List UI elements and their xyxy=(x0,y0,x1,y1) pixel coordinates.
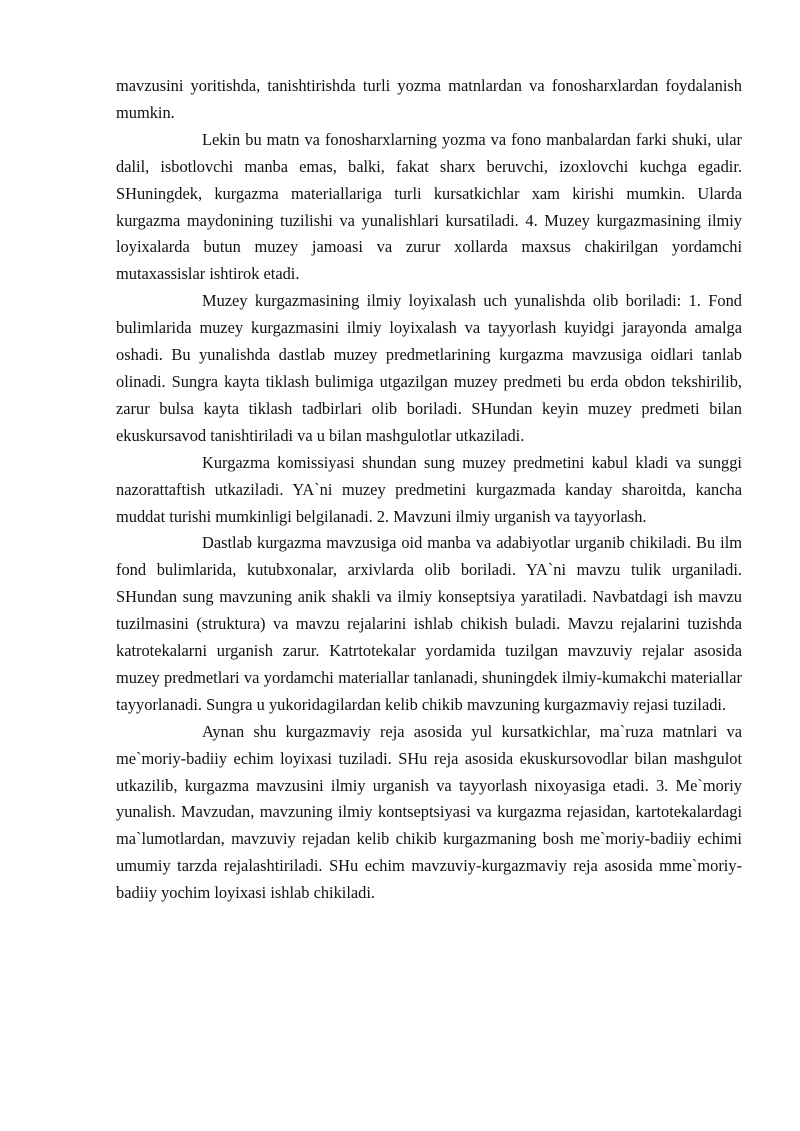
paragraph-topic-research: Dastlab kurgazma mavzusiga oid manba va adabiyotlar urganib chikiladi. Bu ilm fond bulimlarida, kutubxonalar, arxivlarda olib boriladi. YA`ni mavzu tulik urganiladi. SHundan sung mavzuning anik shakli va ilmiy konseptsiya yaratiladi. Navbatdagi ish mavzu tuzilmasini (struktura) va mavzu rejalarini ishlab chikish buladi. Mavzu rejalarini tuzishda katrotekalarni urganish zarur. Katrtotekalar yordamida tuzilgan mavzuviy rejalar asosida muzey predmetlari va yordamchi materiallar tanlanadi, shuningdek ilmiy-kumakchi materiallar tayyorlanadi. Sungra u yukoridagilardan kelib chikib mavzuning kurgazmaviy rejasi tuziladi. xyxy=(116,533,742,714)
paragraph-continuation: mavzusini yoritishda, tanishtirishda turli yozma matnlardan va fonosharxlardan foydalanish mumkin. xyxy=(116,76,742,122)
document-page xyxy=(116,73,742,907)
paragraph-architectural-direction: Aynan shu kurgazmaviy reja asosida yul kursatkichlar, ma`ruza matnlari va me`moriy-badiiy echim loyixasi tuziladi. SHu reja asosida ekuskursovodlar bilan mashgulot utkazilib, kurgazma mavzusini ilmiy urganish va tayyorlash nixoyasiga etadi. 3. Me`moriy yunalish. Mavzudan, mavzuning ilmiy kontseptsiyasi va kurgazma rejasidan, kartotekalardagi ma`lumotlardan, mavzuviy rejadan kelib chikib kurgazmaning bosh me`moriy-badiiy echimi umumiy tarzda rejalashtiriladi. SHu echim mavzuviy-kurgazmaviy reja asosida mme`moriy-badiiy yochim loyixasi ishlab chikiladi. xyxy=(116,721,742,903)
paragraph-design-directions: Muzey kurgazmasining ilmiy loyixalash uch yunalishda olib boriladi: 1. Fond bulimlarida muzey kurgazmasini ilmiy loyixalash va tayyorlash kuyidgi jarayonda amalga oshadi. Bu yunalishda dastlab muzey predmetlarining kurgazma mavzusiga oidlari tanlab olinadi. Sungra kayta tiklash bulimiga utgazilgan muzey predmeti bu erda obdon tekshirilib, zarur bulsa kayta tiklash tadbirlari olib boriladi. SHundan keyin muzey predmeti bilan ekuskursavod tanishtiriladi va u bilan mashgulotlar utkaziladi. xyxy=(116,291,742,445)
paragraph-exhibition-commission: Kurgazma komissiyasi shundan sung muzey predmetini kabul kladi va sunggi nazorattaftish utkaziladi. YA`ni muzey predmetini kurgazmada kanday sharoitda, kancha muddat turishi mumkinligi belgilanadi. 2. Mavzuni ilmiy urganish va tayyorlash. xyxy=(116,452,742,526)
paragraph-text-commentary: Lekin bu matn va fonosharxlarning yozma va fono manbalardan farki shuki, ular dalil, isbotlovchi manba emas, balki, fakat sharx beruvchi, izoxlovchi kuchga egadir. SHuningdek, kurgazma materiallariga turli kursatkichlar xam kirishi mumkin. Ularda kurgazma maydonining tuzilishi va yunalishlari kursatiladi. 4. Muzey kurgazmasining ilmiy loyixalarda butun muzey jamoasi va zurur xollarda maxsus chakirilgan yordamchi mutaxassislar ishtirok etadi. xyxy=(116,129,742,284)
